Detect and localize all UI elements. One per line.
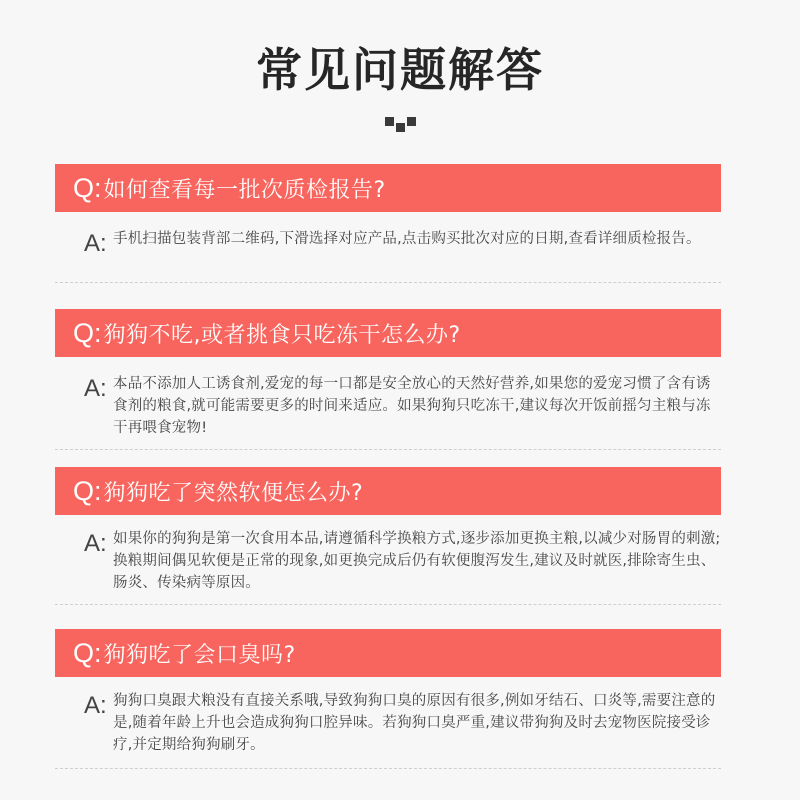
answer-prefix: A:: [84, 530, 107, 557]
decorative-blocks-icon: [385, 117, 417, 137]
page-title: 常见问题解答: [256, 43, 544, 97]
question-bar: [55, 164, 721, 212]
answer-text: 如果你的狗狗是第一次食用本品,请遵循科学换粮方式,逐步添加更换主粮,以减少对肠胃的刺激;换粮期间偶见软便是正常的现象,如更换完成后仍有软便腹泻发生,建议及时就医,排除寄生虫、肠炎、传染病等原因。: [113, 531, 721, 591]
question-bar: [55, 309, 721, 357]
answer-prefix: A:: [84, 692, 107, 719]
question-text: 狗狗吃了突然软便怎么办?: [103, 480, 364, 506]
divider: [55, 449, 721, 450]
answer-text: 手机扫描包装背部二维码,下滑选择对应产品,点击购买批次对应的日期,查看详细质检报告。: [113, 231, 701, 247]
answer-text: 狗狗口臭跟犬粮没有直接关系哦,导致狗狗口臭的原因有很多,例如牙结石、口炎等,需要注意的是,随着年龄上升也会造成狗狗口腔异味。若狗狗口臭严重,建议带狗狗及时去宠物医院接受诊疗,并定期给狗狗刷牙。: [113, 693, 716, 753]
divider: [55, 282, 721, 283]
question-text: 如何查看每一批次质检报告?: [103, 177, 386, 203]
question-prefix: Q:: [73, 172, 102, 203]
question-bar: [55, 629, 721, 677]
answer-prefix: A:: [84, 230, 107, 257]
divider: [55, 604, 721, 605]
question-text: 狗狗吃了会口臭吗?: [103, 642, 296, 668]
divider: [55, 768, 721, 769]
question-prefix: Q:: [73, 475, 102, 506]
answer-prefix: A:: [84, 375, 107, 402]
question-prefix: Q:: [73, 317, 102, 348]
question-prefix: Q:: [73, 637, 102, 668]
question-bar: [55, 467, 721, 515]
question-text: 狗狗不吃,或者挑食只吃冻干怎么办?: [103, 322, 461, 348]
answer-text: 本品不添加人工诱食剂,爱宠的每一口都是安全放心的天然好营养,如果您的爱宠习惯了含有诱食剂的粮食,就可能需要更多的时间来适应。如果狗狗只吃冻干,建议每次开饭前摇匀主粮与冻干再喂食宠物!: [113, 376, 711, 436]
